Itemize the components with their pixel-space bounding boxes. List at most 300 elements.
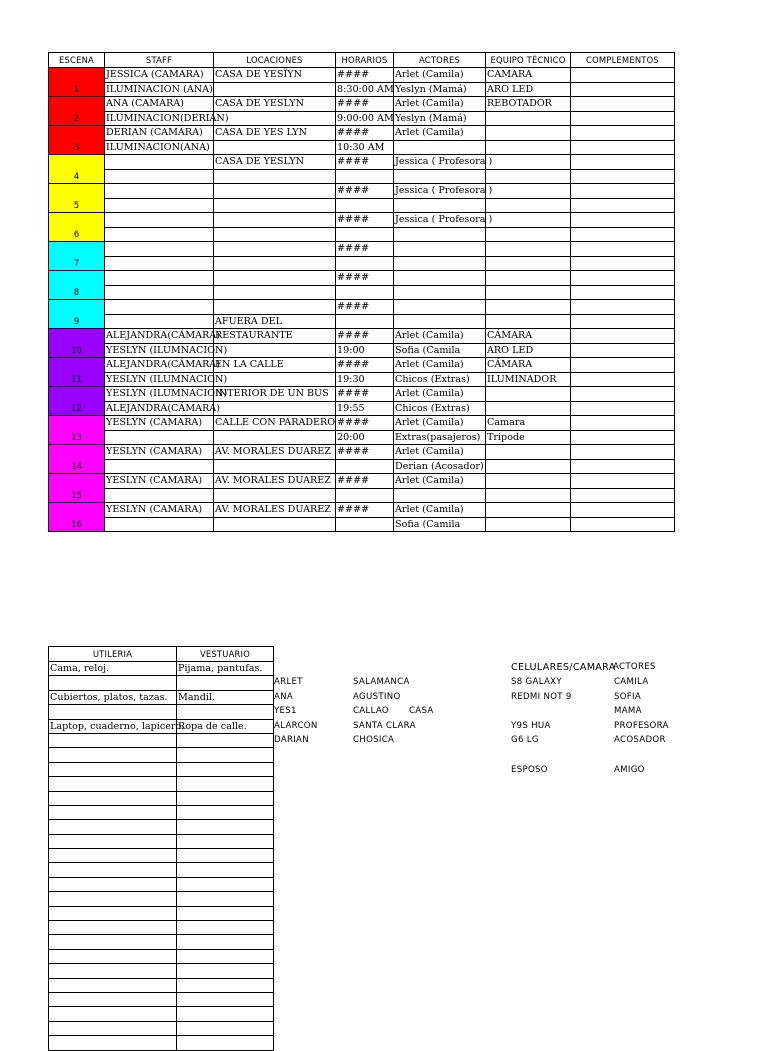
staff-cell bbox=[105, 184, 214, 199]
equipment-cell bbox=[486, 387, 571, 402]
scene-number-cell: 1 bbox=[49, 68, 105, 97]
vestuario-cell bbox=[177, 935, 274, 949]
location-cell bbox=[214, 488, 336, 503]
equipment-cell bbox=[486, 401, 571, 416]
vestuario-cell bbox=[177, 863, 274, 877]
cast-name: DARIAN bbox=[274, 735, 309, 746]
complement-cell bbox=[571, 488, 675, 503]
scene-number-cell: 7 bbox=[49, 242, 105, 271]
location-cell bbox=[214, 430, 336, 445]
actor-cell bbox=[394, 256, 486, 271]
table-row bbox=[49, 416, 675, 431]
table-row bbox=[49, 329, 675, 344]
staff-cell: JESSICA (CAMARA) bbox=[105, 68, 214, 83]
staff-cell bbox=[105, 271, 214, 286]
vestuario-cell bbox=[177, 906, 274, 920]
time-cell bbox=[336, 285, 394, 300]
location-cell: INTERIOR DE UN BUS bbox=[214, 387, 336, 402]
scene-number-cell: 16 bbox=[49, 503, 105, 532]
table-row bbox=[49, 1007, 274, 1021]
scene-number-cell: 12 bbox=[49, 387, 105, 416]
equipment-cell bbox=[486, 169, 571, 184]
table-row bbox=[49, 372, 675, 387]
complement-cell bbox=[571, 343, 675, 358]
time-cell: 10:30 AM bbox=[336, 140, 394, 155]
props-table bbox=[48, 646, 274, 1051]
table-row bbox=[49, 921, 274, 935]
table-row bbox=[49, 834, 274, 848]
schedule-header-row bbox=[49, 53, 675, 68]
cast-names-list bbox=[274, 675, 318, 748]
location-cell: AV. MORALES DUAREZ bbox=[214, 445, 336, 460]
complement-cell bbox=[571, 82, 675, 97]
table-row bbox=[49, 503, 675, 518]
complement-cell bbox=[571, 213, 675, 228]
utileria-cell bbox=[49, 777, 177, 791]
actor-item: ACOSADOR bbox=[614, 735, 666, 746]
utileria-cell bbox=[49, 949, 177, 963]
scene-number-cell: 14 bbox=[49, 445, 105, 474]
table-row bbox=[49, 184, 675, 199]
staff-cell: YESLYN (CAMARA) bbox=[105, 416, 214, 431]
vestuario-cell bbox=[177, 992, 274, 1006]
location-cell bbox=[214, 140, 336, 155]
staff-cell bbox=[105, 314, 214, 329]
actor-cell: Jessica ( Profesora ) bbox=[395, 185, 493, 196]
complement-cell bbox=[571, 140, 675, 155]
equipment-cell bbox=[486, 488, 571, 503]
actor-item: MAMA bbox=[614, 706, 642, 717]
table-row bbox=[49, 705, 274, 719]
table-row bbox=[49, 459, 675, 474]
location-cell: CASA DE YESLYN bbox=[214, 97, 336, 112]
table-row bbox=[49, 314, 675, 329]
vestuario-cell bbox=[177, 964, 274, 978]
table-row bbox=[49, 445, 675, 460]
location-cell: CASA DE YESÏYN bbox=[214, 68, 336, 83]
location-cell: EN LA CALLE bbox=[214, 358, 336, 373]
location-cell bbox=[214, 517, 336, 532]
actor-item: AMIGO bbox=[614, 764, 645, 775]
actor-cell bbox=[394, 271, 486, 286]
actor-cell: Jessica ( Profesora ) bbox=[395, 156, 493, 167]
table-row bbox=[49, 285, 675, 300]
time-cell: #### bbox=[336, 97, 394, 112]
utileria-cell bbox=[49, 863, 177, 877]
equipment-cell: REBOTADOR bbox=[486, 97, 571, 112]
staff-cell bbox=[105, 169, 214, 184]
time-cell bbox=[336, 198, 394, 213]
staff-cell: ANA (CAMARA) bbox=[105, 97, 214, 112]
table-row bbox=[49, 690, 274, 704]
header-vestuario: VESTUARIO bbox=[177, 647, 274, 662]
actor-cell: Sofia (Camila bbox=[394, 343, 486, 358]
time-cell: #### bbox=[336, 358, 394, 373]
actor-cell bbox=[394, 140, 486, 155]
vestuario-cell bbox=[177, 1021, 274, 1035]
equipment-cell bbox=[486, 213, 571, 228]
cast-place: SALAMANCA bbox=[353, 677, 410, 687]
table-row bbox=[49, 343, 675, 358]
staff-cell bbox=[105, 488, 214, 503]
time-cell bbox=[336, 488, 394, 503]
actor-item: PROFESORA bbox=[614, 720, 669, 731]
table-row bbox=[49, 978, 274, 992]
staff-cell bbox=[105, 242, 214, 257]
table-row bbox=[49, 517, 675, 532]
header-equipo-tecnico: EQUIPO TÉCNICO bbox=[486, 53, 571, 68]
table-row bbox=[49, 242, 675, 257]
phone-item: G6 LG bbox=[511, 735, 539, 746]
staff-cell bbox=[105, 517, 214, 532]
location-cell: CALLE CON PARADERO bbox=[215, 417, 336, 428]
equipment-cell bbox=[486, 184, 571, 199]
utileria-cell bbox=[49, 1036, 177, 1050]
actor-cell: Arlet (Camila) bbox=[394, 503, 486, 518]
time-cell: 20:00 bbox=[336, 430, 394, 445]
staff-cell bbox=[105, 198, 214, 213]
equipment-cell: ILUMINADOR bbox=[486, 372, 571, 387]
cast-place: AGUSTINO bbox=[353, 691, 401, 702]
location-cell bbox=[214, 227, 336, 242]
complement-cell bbox=[571, 198, 675, 213]
table-row bbox=[49, 733, 274, 747]
location-cell: AV. MORALES DUAREZ bbox=[214, 474, 336, 489]
vestuario-cell bbox=[177, 849, 274, 863]
phone-item: Y9S HUA bbox=[511, 720, 551, 731]
complement-cell bbox=[571, 126, 675, 141]
vestuario-cell bbox=[177, 834, 274, 848]
table-row bbox=[49, 762, 274, 776]
scene-number-cell: 15 bbox=[49, 474, 105, 503]
actor-cell: Arlet (Camila) bbox=[394, 97, 486, 112]
location-cell: AFUERA DEL bbox=[214, 314, 336, 329]
table-row bbox=[49, 892, 274, 906]
equipment-cell: Tripode bbox=[486, 430, 571, 445]
vestuario-cell bbox=[177, 820, 274, 834]
table-row bbox=[49, 401, 675, 416]
staff-cell bbox=[105, 459, 214, 474]
location-cell bbox=[214, 184, 336, 199]
actor-cell: Arlet (Camila) bbox=[394, 445, 486, 460]
time-cell: #### bbox=[336, 300, 394, 315]
complement-cell bbox=[571, 256, 675, 271]
phones-header: CELULARES/CAMARA bbox=[511, 662, 616, 673]
table-row bbox=[49, 387, 675, 402]
table-row bbox=[49, 1036, 274, 1050]
actor-cell: Arlet (Camila) bbox=[394, 358, 486, 373]
time-cell bbox=[336, 459, 394, 474]
complement-cell bbox=[571, 401, 675, 416]
scene-number-cell: 8 bbox=[49, 271, 105, 300]
equipment-cell bbox=[486, 227, 571, 242]
table-row bbox=[49, 358, 675, 373]
utileria-cell: Cama, reloj. bbox=[49, 662, 177, 676]
staff-cell bbox=[105, 300, 214, 315]
scene-number-cell: 13 bbox=[49, 416, 105, 445]
vestuario-cell: Mandil. bbox=[177, 690, 274, 704]
cast-name: ALARCON bbox=[274, 720, 318, 731]
table-row bbox=[49, 97, 675, 112]
utileria-cell bbox=[49, 805, 177, 819]
table-row bbox=[49, 949, 274, 963]
actor-cell bbox=[394, 488, 486, 503]
complement-cell bbox=[571, 285, 675, 300]
complement-cell bbox=[571, 314, 675, 329]
time-cell bbox=[336, 256, 394, 271]
table-row bbox=[49, 877, 274, 891]
table-row bbox=[49, 474, 675, 489]
phone-item: ESPOSO bbox=[511, 764, 548, 775]
table-row bbox=[49, 430, 675, 445]
time-cell: #### bbox=[336, 126, 394, 141]
staff-cell bbox=[105, 155, 214, 170]
time-cell: #### bbox=[336, 503, 394, 518]
staff-cell bbox=[105, 227, 214, 242]
staff-cell: ILUMINACION(DERIAN) bbox=[106, 112, 229, 124]
utileria-cell bbox=[49, 877, 177, 891]
actor-cell: Extras(pasajeros) bbox=[394, 430, 486, 445]
table-row bbox=[49, 676, 274, 690]
header-locaciones: LOCACIONES bbox=[214, 53, 336, 68]
actor-cell: Jessica ( Profesora ) bbox=[395, 214, 493, 225]
complement-cell bbox=[571, 169, 675, 184]
actor-cell: Sofia (Camila bbox=[394, 517, 486, 532]
location-cell bbox=[214, 401, 336, 416]
header-complementos: COMPLEMENTOS bbox=[571, 53, 675, 68]
location-cell: CASA DE YES LYN bbox=[214, 126, 336, 141]
actor-cell bbox=[394, 198, 486, 213]
complement-cell bbox=[571, 387, 675, 402]
table-row bbox=[49, 488, 675, 503]
vestuario-cell bbox=[177, 949, 274, 963]
phone-item bbox=[511, 748, 572, 763]
vestuario-cell bbox=[177, 762, 274, 776]
time-cell: #### bbox=[336, 416, 394, 431]
table-row bbox=[49, 906, 274, 920]
utileria-cell bbox=[49, 834, 177, 848]
phone-item: S8 GALAXY bbox=[511, 677, 562, 687]
phone-item bbox=[511, 704, 572, 719]
vestuario-cell bbox=[177, 777, 274, 791]
equipment-cell bbox=[486, 459, 571, 474]
time-cell bbox=[336, 169, 394, 184]
actor-cell bbox=[394, 169, 486, 184]
table-row bbox=[49, 662, 274, 676]
cast-name: YES1 bbox=[274, 706, 297, 717]
actor-cell: Arlet (Camila) bbox=[394, 68, 486, 83]
actor-cell bbox=[394, 300, 486, 315]
equipment-cell bbox=[486, 474, 571, 489]
actor-cell: Yeslyn (Mamá) bbox=[394, 111, 486, 126]
location-cell: AV. MORALES DUAREZ bbox=[214, 503, 336, 518]
time-cell: 19:55 bbox=[336, 401, 394, 416]
utileria-cell bbox=[49, 849, 177, 863]
staff-cell: ALEJANDRA(CÁMARA) bbox=[106, 359, 220, 370]
cast-places-list bbox=[353, 675, 416, 748]
equipment-cell bbox=[486, 300, 571, 315]
scene-number-cell: 2 bbox=[49, 97, 105, 126]
vestuario-cell bbox=[177, 1007, 274, 1021]
scene-number-cell: 4 bbox=[49, 155, 105, 184]
table-row bbox=[49, 964, 274, 978]
location-cell bbox=[214, 82, 336, 97]
complement-cell bbox=[571, 430, 675, 445]
equipment-cell bbox=[486, 271, 571, 286]
complement-cell bbox=[571, 503, 675, 518]
equipment-cell bbox=[486, 256, 571, 271]
header-utileria: UTILERIA bbox=[49, 647, 177, 662]
staff-cell: YESLYN (CAMARA) bbox=[105, 474, 214, 489]
actors-list bbox=[614, 675, 669, 777]
utileria-cell bbox=[49, 1021, 177, 1035]
vestuario-cell: Ropa de calle. bbox=[177, 719, 274, 733]
location-cell bbox=[214, 169, 336, 184]
staff-cell bbox=[105, 430, 214, 445]
table-row bbox=[49, 992, 274, 1006]
equipment-cell bbox=[486, 445, 571, 460]
utileria-cell: Laptop, cuaderno, lapicero. bbox=[50, 720, 185, 732]
utileria-cell bbox=[49, 935, 177, 949]
utileria-cell bbox=[49, 992, 177, 1006]
vestuario-cell bbox=[177, 877, 274, 891]
time-cell: #### bbox=[336, 271, 394, 286]
complement-cell bbox=[571, 68, 675, 83]
complement-cell bbox=[571, 517, 675, 532]
table-row bbox=[49, 300, 675, 315]
table-row bbox=[49, 863, 274, 877]
scene-number-cell: 10 bbox=[49, 329, 105, 358]
time-cell: #### bbox=[336, 474, 394, 489]
casa-label: CASA bbox=[409, 706, 434, 716]
equipment-cell: CÁMARA bbox=[486, 358, 571, 373]
time-cell: 9:00:00 AM bbox=[337, 112, 394, 124]
equipment-cell bbox=[486, 314, 571, 329]
complement-cell bbox=[571, 358, 675, 373]
time-cell: #### bbox=[336, 242, 394, 257]
location-cell bbox=[214, 271, 336, 286]
vestuario-cell bbox=[177, 705, 274, 719]
complement-cell bbox=[571, 300, 675, 315]
time-cell bbox=[336, 227, 394, 242]
staff-cell: YESLYN (CAMARA) bbox=[105, 445, 214, 460]
utileria-cell bbox=[49, 748, 177, 762]
table-row bbox=[49, 169, 675, 184]
utileria-cell bbox=[49, 906, 177, 920]
time-cell: #### bbox=[336, 184, 394, 199]
scene-number-cell: 3 bbox=[49, 126, 105, 155]
cast-place: CALLAO bbox=[353, 706, 389, 717]
utileria-cell bbox=[49, 964, 177, 978]
staff-cell: ALEJANDRA(CÁMARA) bbox=[106, 330, 220, 341]
scene-number-cell: 11 bbox=[49, 358, 105, 387]
staff-cell: YESLYN (ILUMNACION) bbox=[106, 344, 228, 356]
phones-list bbox=[511, 675, 572, 777]
header-staff: STAFF bbox=[105, 53, 214, 68]
equipment-cell bbox=[486, 155, 571, 170]
table-row bbox=[49, 256, 675, 271]
table-row bbox=[49, 791, 274, 805]
location-cell bbox=[214, 111, 336, 126]
time-cell: #### bbox=[336, 155, 394, 170]
equipment-cell bbox=[486, 126, 571, 141]
staff-cell: ILUMINACION(ANA) bbox=[105, 140, 214, 155]
vestuario-cell bbox=[177, 921, 274, 935]
equipment-cell bbox=[486, 140, 571, 155]
location-cell bbox=[214, 198, 336, 213]
equipment-cell bbox=[486, 242, 571, 257]
complement-cell bbox=[571, 329, 675, 344]
actor-cell: Chicos (Extras) bbox=[394, 401, 486, 416]
actor-item: CAMILA bbox=[614, 677, 649, 687]
utileria-cell bbox=[49, 978, 177, 992]
time-cell bbox=[336, 517, 394, 532]
utileria-cell bbox=[49, 1007, 177, 1021]
location-cell bbox=[214, 213, 336, 228]
phone-item: REDMI NOT 9 bbox=[511, 691, 572, 702]
table-row bbox=[49, 155, 675, 170]
equipment-cell bbox=[486, 198, 571, 213]
location-cell bbox=[214, 242, 336, 257]
staff-cell bbox=[105, 285, 214, 300]
scene-number-cell: 5 bbox=[49, 184, 105, 213]
cast-name: ANA bbox=[274, 691, 294, 702]
utileria-cell bbox=[49, 892, 177, 906]
vestuario-cell bbox=[177, 1036, 274, 1050]
actor-cell: Arlet (Camila) bbox=[394, 416, 486, 431]
cast-name: ARLET bbox=[274, 677, 303, 687]
equipment-cell: ARO LED bbox=[486, 82, 571, 97]
table-row bbox=[49, 82, 675, 97]
table-row bbox=[49, 719, 274, 733]
table-row bbox=[49, 777, 274, 791]
equipment-cell bbox=[486, 517, 571, 532]
actor-cell bbox=[394, 314, 486, 329]
utileria-cell bbox=[49, 676, 177, 690]
time-cell: #### bbox=[336, 213, 394, 228]
staff-cell bbox=[105, 256, 214, 271]
actor-cell bbox=[394, 227, 486, 242]
staff-cell: ALEJANDRA(CÁMARA) bbox=[106, 402, 220, 414]
actor-cell: Yeslyn (Mamá) bbox=[394, 82, 486, 97]
time-cell: #### bbox=[336, 387, 394, 402]
staff-cell: DERIAN (CAMARA) bbox=[105, 126, 214, 141]
props-header-row bbox=[49, 647, 274, 662]
table-row bbox=[49, 140, 675, 155]
utileria-cell bbox=[49, 921, 177, 935]
table-row bbox=[49, 805, 274, 819]
staff-cell bbox=[105, 213, 214, 228]
equipment-cell: Camara bbox=[486, 416, 571, 431]
utileria-cell bbox=[49, 733, 177, 747]
vestuario-cell bbox=[177, 892, 274, 906]
actor-cell: Arlet (Camila) bbox=[394, 126, 486, 141]
location-cell bbox=[214, 256, 336, 271]
complement-cell bbox=[571, 155, 675, 170]
vestuario-cell bbox=[177, 676, 274, 690]
location-cell: CASA DE YESLYN bbox=[214, 155, 336, 170]
schedule-table bbox=[48, 52, 675, 532]
complement-cell bbox=[571, 242, 675, 257]
table-row bbox=[49, 935, 274, 949]
complement-cell bbox=[571, 111, 675, 126]
utileria-cell bbox=[49, 791, 177, 805]
actor-cell: Arlet (Camila) bbox=[394, 474, 486, 489]
cast-place: CHOSICA bbox=[353, 735, 395, 746]
location-cell bbox=[214, 300, 336, 315]
actor-cell bbox=[394, 285, 486, 300]
table-row bbox=[49, 820, 274, 834]
